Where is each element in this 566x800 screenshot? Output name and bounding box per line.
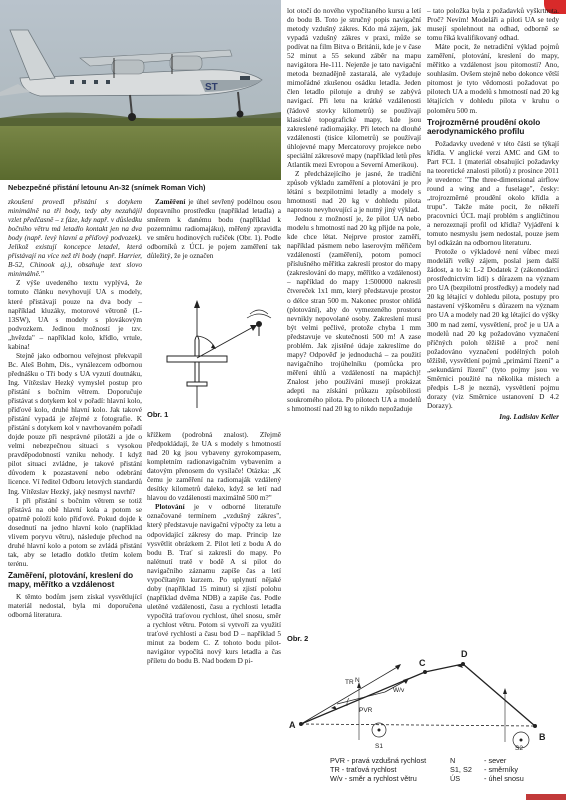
paragraph: křížkem (podrobná znalost). Zřejmě předpokládají, že UA s modely s hmotností nad 20 kg jsou vybaveny gyrokompasem, kompletním radionavigačním vybavením a datovým přenosem do vysílače! Otázka: „K čemu je zaměření na radiomaják vzdálený desítky kilometrů daleko, když se letí nad hlavou do vzdálenosti maximálně 500 m?" [147, 430, 281, 503]
paragraph: lot otočí do nového vypočítaného kursu a letí do bodu B. Toto je stručný popis navigační metody vzdušný zákres. Kdo má zájem, jak vypadá vzdušný zákres v praxi, může se podívat na film Bitva o Británii, kde je v čase 52 minut a 55 sekund záběr na mapu navigátora He-111. Nejenže je tato navigační metoda beznadějně zastaralá, ale vyžaduje mimořádné zkušenou osádku letadla. Jeden člen letadlo pilotuje a druhý se zabývá navigací. Při letu na krátké vzdálenosti (řádově stovky kilometrů) se používají klasické topografické mapy, kde jsou zakreslené radiomajáky. Při letech na dlouhé vzdálenosti (tisíce kilometrů) se používají úhlojevné mapy Mercatorovy projekce nebo speciální zákresové mapy (například letů přes Atlantik mezi Evropou a Severní Amerikou). [287, 6, 421, 169]
legend-us-key: ÚS [450, 774, 461, 783]
paragraph: Protože o výkladové není vůbec mezi modeláři velký zájem, poslal jsem další žádost, a to k: L-2 Dodatek 2 (zákonodárci prostřednictvím lidí) s důrazem na význam pro UA (bezpilotní prostředky) a modely nad 20 kg létající v dohledu pilota, postupy pro nastavení výškoměru s důrazem na význam pro UA a modely nad 20 kg létající do výšky 300 m nad zemí, vysvětlení, proč je u UA a modelů nad 20 kg požadováno vyznačení příčných poloh těžiště a proč není požadováno vyznačení podélných poloh těžiště, vysvětlení pojmů „primární řízení" a „sekundární řízení" (tyto pojmy jsou ve Směrnici použité na několika místech a předpis L-8 je nezná), vysvětlení pojmu dorazy (viz Směrnice ustanovení D 4.2 Dorazy). [427, 247, 559, 410]
point-a-label: A [289, 720, 296, 730]
point-b-label: B [539, 732, 546, 742]
term-plotovani: Plotování [155, 502, 185, 512]
legend-us-desc: - úhel snosu [484, 774, 524, 783]
s1-label: S1 [375, 743, 383, 750]
s2-label: S2 [515, 745, 523, 752]
photo-caption: Nebezpečné přistání letounu An-32 (snímek Roman Vich) [8, 183, 206, 192]
figure-1 [147, 296, 281, 416]
term-zamereni: Zaměření [155, 197, 186, 206]
figure-2 [287, 644, 559, 754]
navigation-diagram [287, 644, 559, 754]
paragraph: Z předcházejícího je jasné, že tradiční způsob výkladu zaměření a plotování je pro létání s bezpilotními letadly a modely s hmotností nad 20 kg v dohledu pilota naprosto nevyhovující a je nutný jiný výklad. [287, 168, 421, 215]
paragraph: Požadavky uvedené v této části se týkají křídla. V anglické verzi AMC and GM to Part FCL 1 (materiál obsahující požadavky na teoretické znalosti pilotů) z prosince 2011 je uvedeno: "The three-dimensional airflow round a wing and a fuselage", česky: „trojrozměrné proudění okolo křídla a trupu". Takže máte pocit, že někteří pracovníci ÚCL mají problém s angličtinou a nerozeznají profil od křídla? Vyjádření k tomuto nesmyslu jsem nedostal, pouze jsem byl odkázán na odbornou literaturu. [427, 138, 559, 248]
legend-s-key: S1, S2 [450, 765, 472, 774]
paragraph: K těmto bodům jsem získal vysvětlující materiál nedostal, byla mi doporučena odborná literatura. [8, 591, 142, 620]
paragraph: – tato položka byla z požadavků vyškrtnuta. Proč? Nevím! Modeláři a piloti UA se tedy musejí spolehnout na odhad, odborně se tomu říká kvalifikovaný odhad. [427, 6, 559, 43]
legend-n-key: N [450, 756, 456, 765]
registration-marking: ST [205, 82, 218, 93]
figure-1-label: Obr. 1 [147, 410, 169, 419]
column-2-continued [147, 430, 281, 665]
paragraph: je v odborné literatuře označované termínem „vzdušný zákres", který představuje navigační výpočty za letu a odpovídající zákresy do map. Princip lze vysvětlit obrázkem 2. Pilot letí z bodu A do bodu B. Trať si zakreslí do mapy. Po nalétnutí tratě v bodě A si pilot do navigačního záznamu zapíše čas a letí vypočítaným kurzem. Po uplynutí nějaké doby (například 15 minut) si zjistí polohu (například dvěma NDB) a zapíše čas. Podle uletěné vzdálenosti, času a rychlosti letadla vypočítá traťovou rychlost, úhel snosu, směr a rychlost větru. Potom si vytvoří za využití traťové rychlosti a času bod D – například 5 minut za bodem C. Z tohoto bodu pilot-navigátor vypočítá nový kurs letadla a čas příletu do bodu B. Nad bodem D pi- [147, 502, 281, 666]
pvr-label: PVR [359, 707, 373, 714]
author-signature: Ing. Ladislav Keller [499, 411, 559, 421]
page-corner-marker [526, 794, 566, 800]
paragraph: Stejně jako odbornou veřejnost překvapil Bc. Aleš Bohm, Dis., vynálezcem odbornou přednášku o Tři body s UA vyzutí doutnáku, Ing. Vítězslav Hezký vymyslel postup pro přistání s bočním větrem. Doporučuje přistávat s dotykem kol v pořadí: hlavní kolo, příďové kolo, druhé hlavní kolo. Jak takové přistání vypadá je zřejmé z fotografie. K přistání s dotykem kol v navrhovaném pořadí dojde pouze při nesprávné pilotáži a jde o velmi nebezpečnou situaci s vysokou pravděpodobností vzniku nehody. I když pilot situaci zvládne, je takové přistání důvodem k pozastavení nebo odebrání licence. Ví ředitel Odboru letových standardů Ing. Vítězslav Hezký, jaký nesmysl navrhl? [8, 350, 142, 496]
column-2 [147, 197, 281, 260]
legend-tr: TR - traťová rychlost [330, 765, 397, 774]
legend-n-desc: - sever [484, 756, 507, 765]
aircraft-photo [0, 0, 281, 180]
point-c-label: C [419, 658, 426, 668]
point-d-label: D [461, 649, 468, 659]
wind-label: W/v [393, 687, 405, 694]
figure-2-label: Obr. 2 [287, 634, 309, 643]
column-3 [287, 6, 421, 413]
bearing-diagram [147, 296, 281, 416]
an32-landing-image [0, 0, 281, 180]
section-heading: Trojrozměrné proudění okolo aerodynamického profilu [427, 117, 541, 137]
column-4 [427, 6, 559, 421]
legend-wv: W/v - směr a rychlost větru [330, 774, 417, 783]
legend-pvr: PVR - pravá vzdušná rychlost [330, 756, 427, 765]
section-heading: Zaměření, plotování, kreslení do mapy, měřítko a vzdálenost [8, 570, 134, 590]
paragraph: I při přistání s bočním větrem se totiž přistává na obě hlavní kola a potom se opatrně položí kolo příďové. Pokud dojde k dosednutí na jedno hlavní kolo (například vlivem poryvu větru), následuje přechod na druhé hlavní kolo a potom se zvládá přistání tak, aby se letadlo dotklo třetím kolem terénu. [8, 495, 142, 568]
legend-s-desc: - směrníky [484, 765, 519, 774]
intro-italic-text: zkoušení provedl přistání s dotykem minimálně na tři body, tedy aby nezahájil vzlet předčasně – z fáze, kdy např. v důsledku bočního větru má letadlo kontakt jen na dva body (např. levý hlavní a příďový podvozek). Jelikož existují koncepce letadel, která přistávají na více než tři body (např. Harrier, B-52, Chinook aj.), obsahuje text slovo minimálně." [8, 197, 142, 279]
paragraph: Jednou z možností je, že pilot UA nebo modelu s hmotností nad 20 kg přijde na pole, kde chce létat. Nejprve prostor zaměří, například pásmem nebo laserovým měřičem vzdáleností (zaměření), potom pomocí příslušného měřítka zakreslí prostor do mapy (zakreslování do mapy, měřítko a vzdálenost) – například do mapy 1:500000 nakreslí čtvereček 1x1 mm, který představuje prostor o délce stran 500 m. Nakonec prostor ohlídá (plotování), aby do vymezeného prostoru nevnikly nepovolané osoby. Zakreslení musí být velmi pečlivé, protože chyba 1 mm představuje ve skutečnosti 500 m! A zase problém. Jak zjistěné údaje zakreslíme do mapy? Odpověď je jednoduchá – za použití navigačního trojúhelníku (pomůcka pro měření úhlů a vzdáleností na mapách)! Znalost jeho používání musejí prokázat adepti na získání průkazu způsobilosti soukromého pilota. Po pilotech UA a modelů s hmotností nad 20 kg to nikdo nepožaduje [287, 214, 421, 414]
paragraph: Máte pocit, že netradiční výklad pojmů zaměření, plotování, kreslení do mapy, měřítko a vzdálenost jsou pitomosti? Ano, souhlasím. Ovšem stejně nebo dokonce větší pitomost je tyto vědomosti požadovat po pilotech UA a modelů s hmotností nad 20 kg létajících v dohledu pilota v kruhu o poloměru 500 m. [427, 42, 559, 115]
north-label: N [355, 677, 360, 684]
paragraph: Z výše uvedeného textu vyplývá, že tomuto článku nevyhovují UA s modely, které přistávají pouze na dva body – například kluzáky, motorové větroně (L-13SW), UA s modely s plovákovým podvozkem. Jedinou možností je tzv. „hvězda" – například kolo, křídlo, vrtule, kabina! [8, 278, 142, 351]
tr-label: TR [345, 679, 354, 686]
paragraph: je úhel sevřený podélnou osou dopravního prostředku (například letadla) a směrem k danému bodu (například k pozemnímu radiomajáku), měřený zpravidla ve směru hodinových ručiček (Obr. 1). Podle odborníků z ÚCL je pojem zaměření tak důležitý, že je označen [147, 197, 281, 261]
diagram-legend [330, 756, 524, 783]
column-1 [8, 197, 142, 619]
